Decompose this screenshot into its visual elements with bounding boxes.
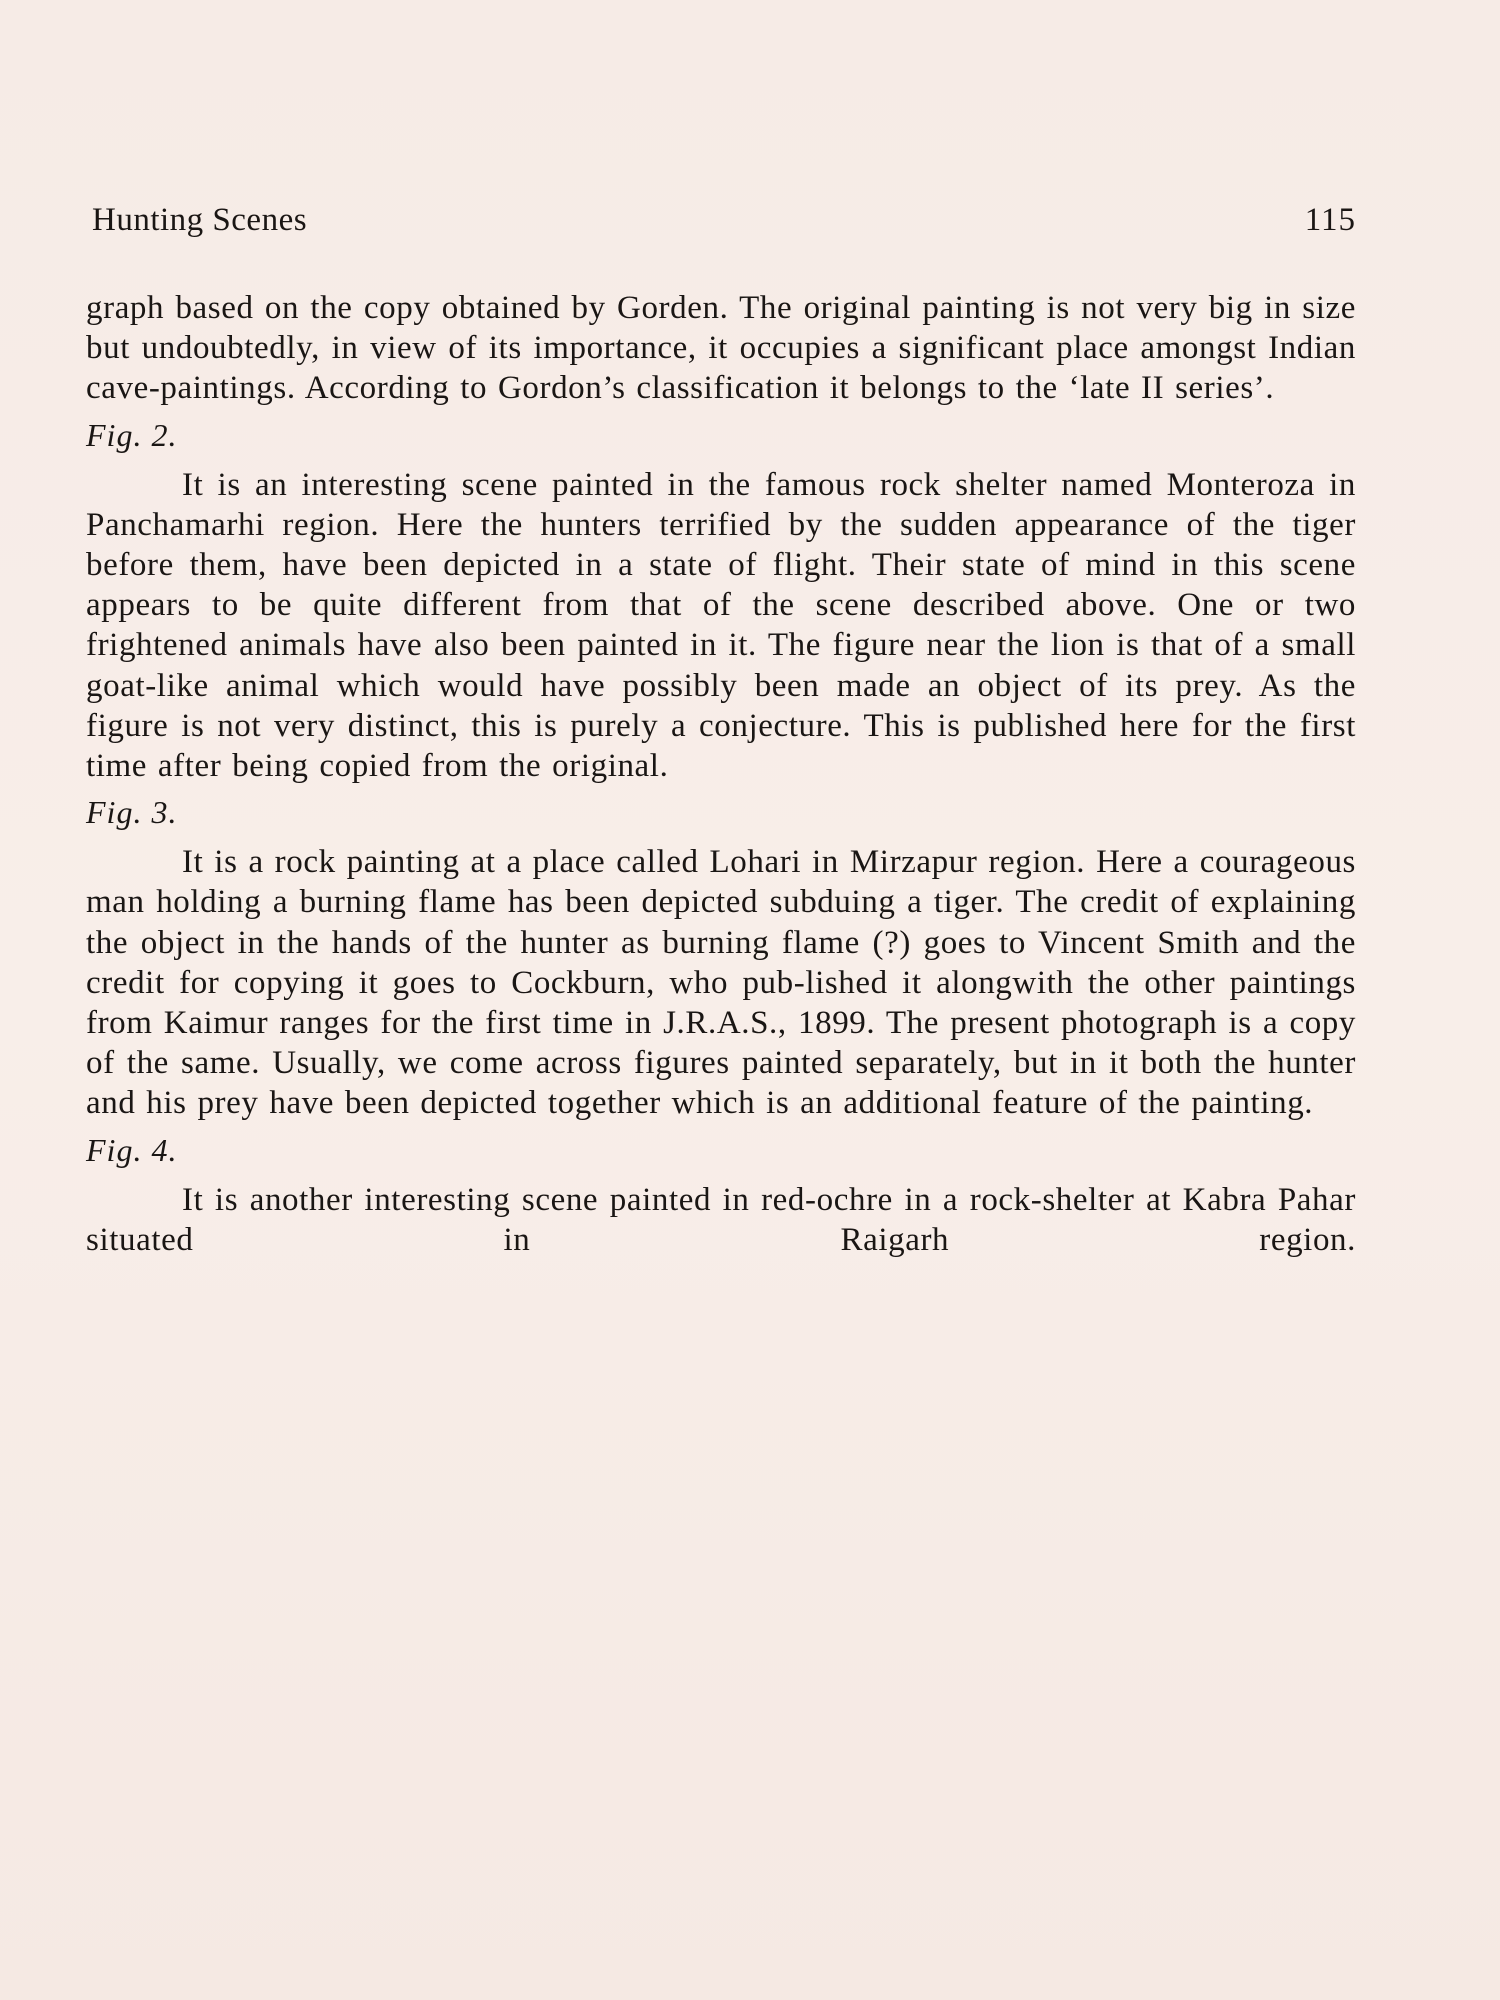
fig-4-label: Fig. 4. <box>86 1131 178 1168</box>
running-head: Hunting Scenes <box>92 202 308 238</box>
page-number: 115 <box>1304 202 1356 238</box>
fig-3-paragraph: It is a rock painting at a place called Lohari in Mirzapur region. Here a courageous man holding a burning flame has been depicted subduing a tiger. The credit of explaining the object in the hands of the hunter as burning flame (?) goes to Vincent Smith and the credit for copying it goes to Cockburn, who pub-lished it alongwith the other paintings from Kaimur ranges for the first time in J.R.A.S., 1899. The present photograph is a copy of the same. Usually, we come across figures painted separately, but in it both the hunter and his prey have been depicted together which is an additional feature of the painting. <box>86 844 1356 1122</box>
page-header <box>92 202 1356 250</box>
fig-4-paragraph: It is another interesting scene painted in red-ochre in a rock-shelter at Kabra Pahar situated in Raigarh region. <box>86 1181 1356 1258</box>
body-text <box>86 288 1356 1260</box>
fig-3-label: Fig. 3. <box>86 794 178 831</box>
intro-paragraph: graph based on the copy obtained by Gorden. The original painting is not very big in size but undoubtedly, in view of its importance, it occupies a significant place amongst Indian cave-paintings. According to Gordon’s classification it belongs to the ‘late II series’. <box>86 290 1356 407</box>
fig-2-label: Fig. 2. <box>86 416 178 453</box>
fig-2-paragraph: It is an interesting scene painted in the famous rock shelter named Monteroza in Panchamarhi region. Here the hunters terrified by the sudden appearance of the tiger before them, have been depicted in a state of flight. Their state of mind in this scene appears to be quite different from that of the scene described above. One or two frightened animals have also been painted in it. The figure near the lion is that of a small goat-like animal which would have possibly been made an object of its prey. As the figure is not very distinct, this is purely a conjecture. This is published here for the first time after being copied from the original. <box>86 466 1356 785</box>
